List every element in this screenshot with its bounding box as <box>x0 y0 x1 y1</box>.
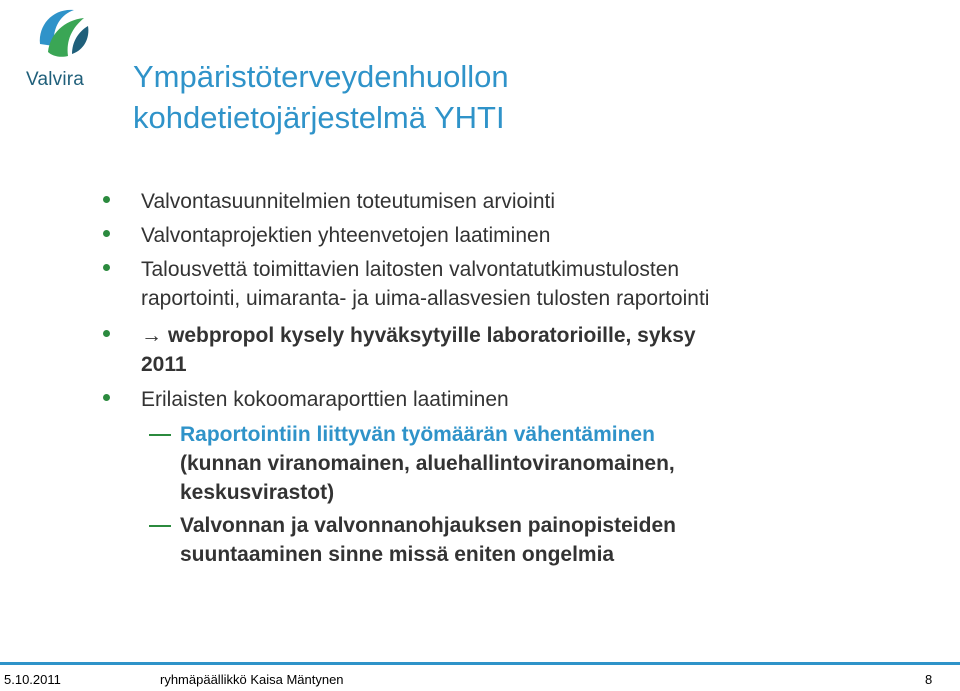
bullet-item-4-text: webpropol kysely hyväksytyille laboratorioille, syksy <box>168 324 696 347</box>
bullet-item-4-line-2: 2011 <box>141 353 187 376</box>
bullet-dot <box>103 196 110 203</box>
bullet-item-1: Valvontasuunnitelmien toteutumisen arviointi <box>141 190 556 213</box>
title-line-1: Ympäristöterveydenhuollon <box>133 59 509 94</box>
sub-bullet-dash <box>149 434 171 436</box>
sub-bullet-dash <box>149 525 171 527</box>
bullet-item-2: Valvontaprojektien yhteenvetojen laatiminen <box>141 224 551 247</box>
bullet-item-3-line-1: Talousvettä toimittavien laitosten valvontatutkimustulosten <box>141 258 680 281</box>
footer-rule <box>0 662 960 665</box>
bullet-item-5: Erilaisten kokoomaraporttien laatiminen <box>141 388 509 411</box>
page-number: 8 <box>925 672 933 687</box>
bullet-dot <box>103 394 110 401</box>
valvira-logo-icon <box>32 2 94 64</box>
page-title <box>133 56 893 138</box>
footer-author: ryhmäpäällikkö Kaisa Mäntynen <box>160 672 344 687</box>
title-line-2: kohdetietojärjestelmä YHTI <box>133 100 505 135</box>
bullet-dot <box>103 264 110 271</box>
valvira-logo <box>22 2 102 98</box>
footer-date: 5.10.2011 <box>4 672 61 687</box>
sub-item-1-line-1: Raportointiin liittyvän työmäärän vähentäminen <box>180 423 655 446</box>
arrow-right-icon: → <box>141 324 162 347</box>
logo-text: Valvira <box>26 69 85 90</box>
bullet-item-3-line-2: raportointi, uimaranta- ja uima-allasvesien tulosten raportointi <box>141 287 710 310</box>
sub-item-1-line-3: keskusvirastot) <box>180 481 335 504</box>
bullet-dot <box>103 230 110 237</box>
sub-item-2-line-2: suuntaaminen sinne missä eniten ongelmia <box>180 543 615 566</box>
bullet-item-4-line-1 <box>141 322 696 350</box>
sub-item-2-line-1: Valvonnan ja valvonnanohjauksen painopisteiden <box>180 514 676 537</box>
sub-item-1-line-2: (kunnan viranomainen, aluehallintoviranomainen, <box>180 452 675 475</box>
bullet-dot <box>103 330 110 337</box>
